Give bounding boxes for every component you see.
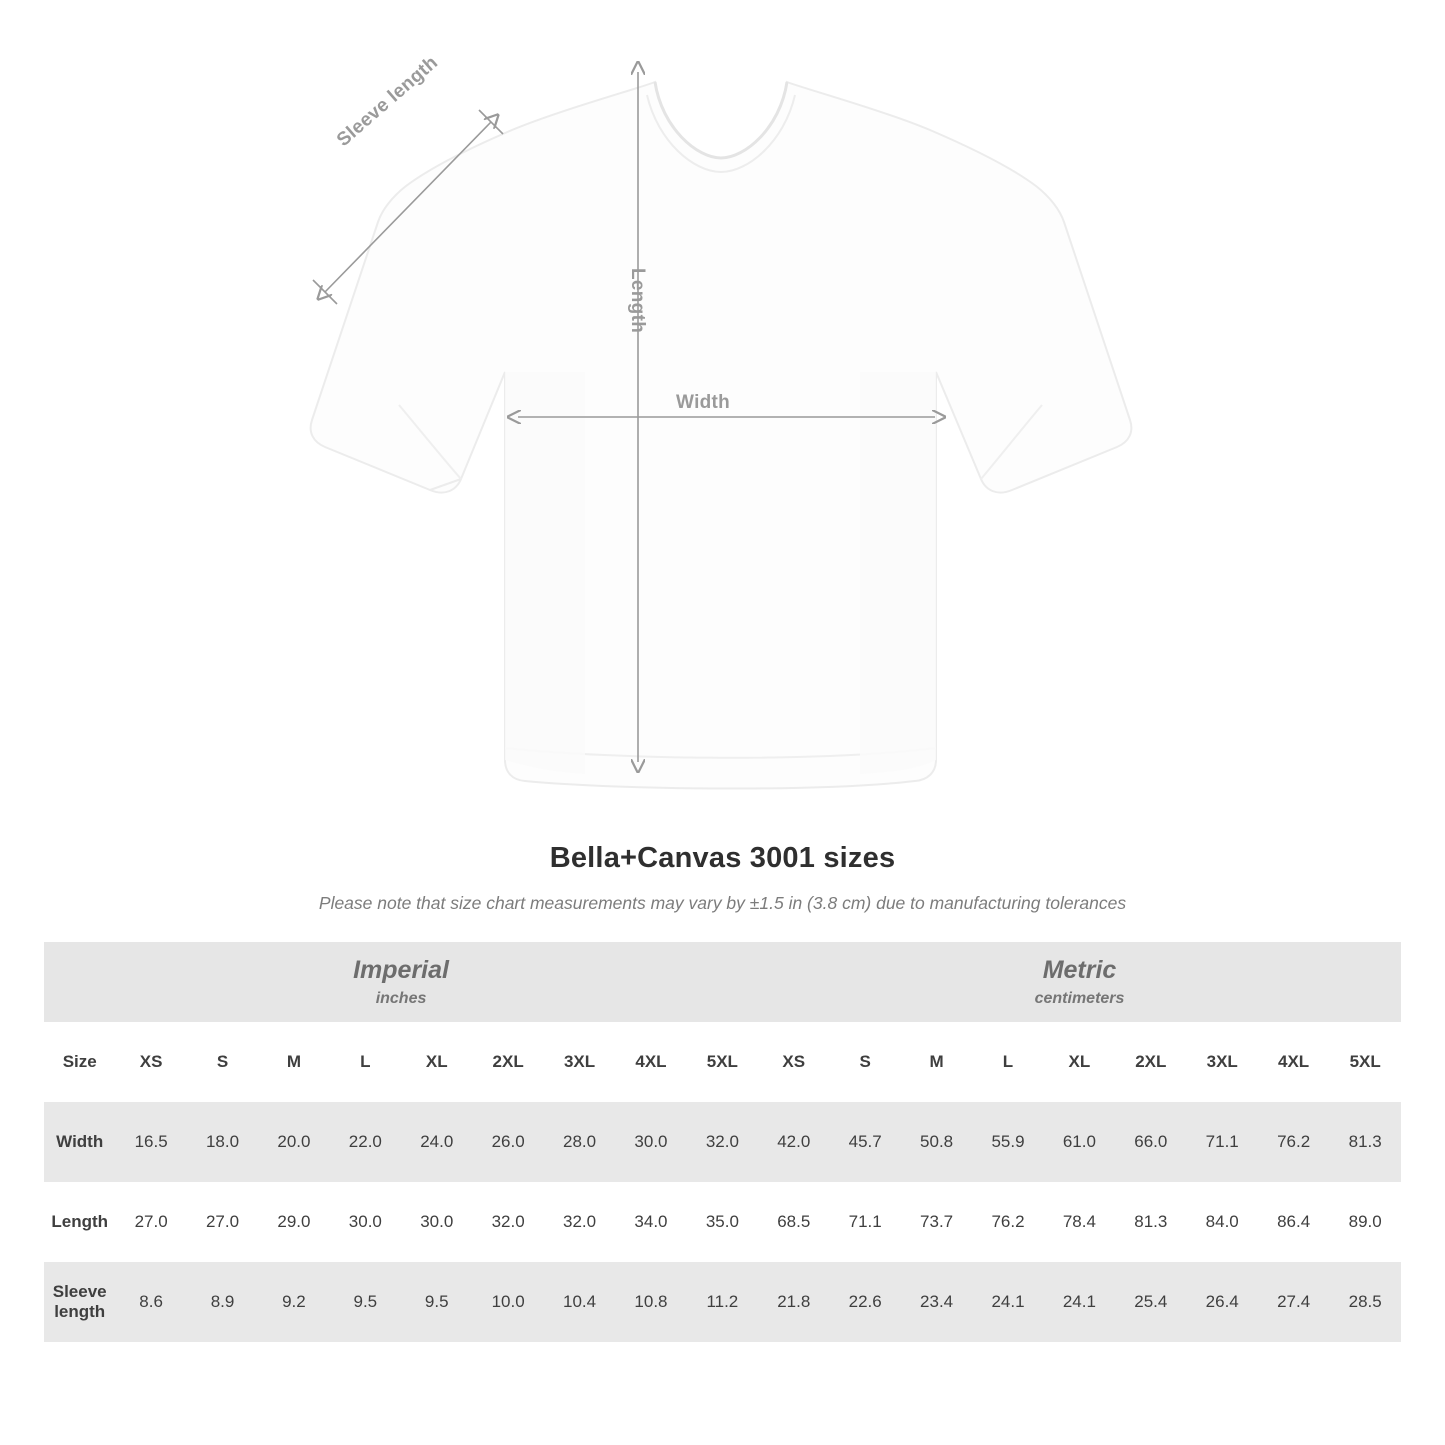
- size-header-cell: Size: [44, 1022, 115, 1102]
- size-col-metric-s: S: [829, 1022, 900, 1102]
- unit-header-row: [44, 942, 1401, 1022]
- cell-length-imperial-s: 27.0: [187, 1182, 258, 1262]
- cell-length-metric-xs: 68.5: [758, 1182, 829, 1262]
- imperial-group-header: [44, 942, 758, 1022]
- imperial-subtitle: inches: [375, 990, 427, 1008]
- cell-width-metric-4xl: 76.2: [1258, 1102, 1329, 1182]
- size-col-imperial-m: M: [258, 1022, 329, 1102]
- size-col-imperial-s: S: [187, 1022, 258, 1102]
- row-label-length: Length: [44, 1182, 115, 1262]
- cell-sleeve-imperial-xl: 9.5: [401, 1262, 472, 1342]
- cell-width-metric-xl: 61.0: [1044, 1102, 1115, 1182]
- cell-width-imperial-m: 20.0: [258, 1102, 329, 1182]
- length-label: Length: [627, 268, 648, 334]
- cell-sleeve-metric-2xl: 25.4: [1115, 1262, 1186, 1342]
- size-col-metric-xs: XS: [758, 1022, 829, 1102]
- cell-sleeve-metric-4xl: 27.4: [1258, 1262, 1329, 1342]
- cell-length-metric-s: 71.1: [829, 1182, 900, 1262]
- cell-width-imperial-3xl: 28.0: [544, 1102, 615, 1182]
- cell-length-metric-xl: 78.4: [1044, 1182, 1115, 1262]
- cell-length-metric-5xl: 89.0: [1329, 1182, 1401, 1262]
- table-row: [44, 1102, 1401, 1182]
- table-row: [44, 1182, 1401, 1262]
- cell-length-metric-m: 73.7: [901, 1182, 972, 1262]
- cell-length-imperial-5xl: 35.0: [687, 1182, 758, 1262]
- size-col-imperial-4xl: 4XL: [615, 1022, 686, 1102]
- cell-length-imperial-2xl: 32.0: [472, 1182, 543, 1262]
- cell-length-metric-2xl: 81.3: [1115, 1182, 1186, 1262]
- cell-length-metric-l: 76.2: [972, 1182, 1043, 1262]
- cell-sleeve-metric-xs: 21.8: [758, 1262, 829, 1342]
- cell-length-metric-4xl: 86.4: [1258, 1182, 1329, 1262]
- cell-width-metric-2xl: 66.0: [1115, 1102, 1186, 1182]
- cell-sleeve-imperial-s: 8.9: [187, 1262, 258, 1342]
- size-col-imperial-3xl: 3XL: [544, 1022, 615, 1102]
- cell-sleeve-imperial-3xl: 10.4: [544, 1262, 615, 1342]
- cell-width-imperial-s: 18.0: [187, 1102, 258, 1182]
- cell-width-metric-l: 55.9: [972, 1102, 1043, 1182]
- size-col-metric-m: M: [901, 1022, 972, 1102]
- size-col-metric-3xl: 3XL: [1187, 1022, 1258, 1102]
- size-col-imperial-2xl: 2XL: [472, 1022, 543, 1102]
- metric-subtitle: centimeters: [1034, 990, 1125, 1008]
- tolerance-note: Please note that size chart measurements may vary by ±1.5 in (3.8 cm) due to manufacturing tolerances: [318, 893, 1127, 913]
- cell-length-imperial-m: 29.0: [258, 1182, 329, 1262]
- size-col-metric-4xl: 4XL: [1258, 1022, 1329, 1102]
- size-col-imperial-l: L: [330, 1022, 401, 1102]
- size-col-metric-5xl: 5XL: [1329, 1022, 1401, 1102]
- size-header-row: [44, 1022, 1401, 1102]
- cell-width-metric-s: 45.7: [829, 1102, 900, 1182]
- cell-width-imperial-xl: 24.0: [401, 1102, 472, 1182]
- cell-sleeve-metric-l: 24.1: [972, 1262, 1043, 1342]
- size-chart-table-wrapper: [44, 942, 1401, 1342]
- cell-sleeve-metric-3xl: 26.4: [1187, 1262, 1258, 1342]
- metric-title: Metric: [1042, 955, 1117, 984]
- table-row: [44, 1262, 1401, 1342]
- metric-group-header: [758, 942, 1401, 1022]
- cell-length-imperial-xs: 27.0: [115, 1182, 186, 1262]
- imperial-title: Imperial: [353, 955, 449, 984]
- cell-sleeve-metric-xl: 24.1: [1044, 1262, 1115, 1342]
- cell-sleeve-imperial-4xl: 10.8: [615, 1262, 686, 1342]
- size-col-imperial-xl: XL: [401, 1022, 472, 1102]
- chart-heading: [0, 842, 1445, 914]
- size-chart-table: [44, 942, 1401, 1342]
- cell-length-metric-3xl: 84.0: [1187, 1182, 1258, 1262]
- row-label-sleeve-length: Sleeve length: [44, 1262, 115, 1342]
- row-label-width: Width: [44, 1102, 115, 1182]
- cell-length-imperial-3xl: 32.0: [544, 1182, 615, 1262]
- cell-length-imperial-xl: 30.0: [401, 1182, 472, 1262]
- cell-sleeve-imperial-m: 9.2: [258, 1262, 329, 1342]
- sleeve-length-label: Sleeve length: [333, 52, 443, 151]
- cell-sleeve-metric-m: 23.4: [901, 1262, 972, 1342]
- size-col-imperial-5xl: 5XL: [687, 1022, 758, 1102]
- cell-sleeve-imperial-5xl: 11.2: [687, 1262, 758, 1342]
- cell-length-imperial-l: 30.0: [330, 1182, 401, 1262]
- cell-width-imperial-l: 22.0: [330, 1102, 401, 1182]
- tshirt-shape: [311, 82, 1132, 789]
- page-title: Bella+Canvas 3001 sizes: [549, 842, 896, 874]
- cell-width-metric-xs: 42.0: [758, 1102, 829, 1182]
- cell-width-imperial-2xl: 26.0: [472, 1102, 543, 1182]
- cell-length-imperial-4xl: 34.0: [615, 1182, 686, 1262]
- size-col-metric-l: L: [972, 1022, 1043, 1102]
- cell-sleeve-imperial-2xl: 10.0: [472, 1262, 543, 1342]
- cell-width-imperial-5xl: 32.0: [687, 1102, 758, 1182]
- cell-sleeve-metric-s: 22.6: [829, 1262, 900, 1342]
- width-label: Width: [676, 392, 731, 413]
- cell-width-metric-m: 50.8: [901, 1102, 972, 1182]
- cell-width-metric-3xl: 71.1: [1187, 1102, 1258, 1182]
- cell-width-imperial-xs: 16.5: [115, 1102, 186, 1182]
- cell-sleeve-imperial-xs: 8.6: [115, 1262, 186, 1342]
- size-col-metric-xl: XL: [1044, 1022, 1115, 1102]
- cell-sleeve-metric-5xl: 28.5: [1329, 1262, 1401, 1342]
- size-col-imperial-xs: XS: [115, 1022, 186, 1102]
- cell-width-metric-5xl: 81.3: [1329, 1102, 1401, 1182]
- size-col-metric-2xl: 2XL: [1115, 1022, 1186, 1102]
- cell-sleeve-imperial-l: 9.5: [330, 1262, 401, 1342]
- cell-width-imperial-4xl: 30.0: [615, 1102, 686, 1182]
